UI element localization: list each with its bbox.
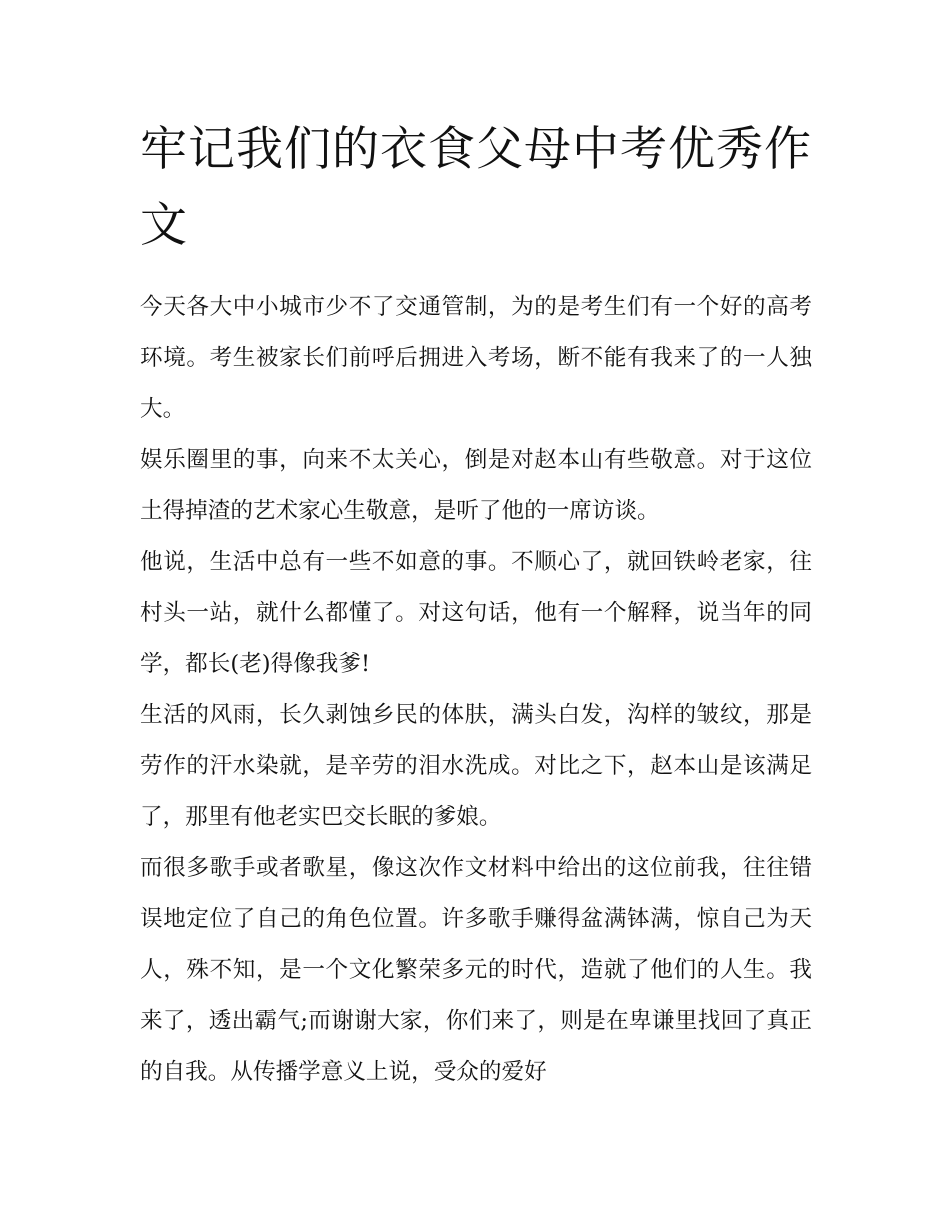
document-page bbox=[140, 112, 812, 1098]
document-title: 牢记我们的衣食父母中考优秀作文 bbox=[140, 122, 812, 253]
paragraph: 生活的风雨，长久剥蚀乡民的体肤，满头白发，沟样的皱纹，那是劳作的汗水染就，是辛劳的泪水洗成。对比之下，赵本山是该满足了，那里有他老实巴交长眠的爹娘。 bbox=[140, 702, 812, 830]
paragraph: 他说，生活中总有一些不如意的事。不顺心了，就回铁岭老家，往村头一站，就什么都懂了。对这句话，他有一个解释，说当年的同学，都长(老)得像我爹! bbox=[140, 549, 812, 677]
paragraph: 娱乐圈里的事，向来不太关心，倒是对赵本山有些敬意。对于这位土得掉渣的艺术家心生敬意，是听了他的一席访谈。 bbox=[140, 447, 812, 524]
document-body bbox=[140, 282, 812, 1098]
paragraph: 而很多歌手或者歌星，像这次作文材料中给出的这位前我，往往错误地定位了自己的角色位置。许多歌手赚得盆满钵满，惊自己为天人，殊不知，是一个文化繁荣多元的时代，造就了他们的人生。我来了，透出霸气;而谢谢大家，你们来了，则是在卑谦里找回了真正的自我。从传播学意义上说，受众的爱好 bbox=[140, 855, 812, 1085]
paragraph: 今天各大中小城市少不了交通管制，为的是考生们有一个好的高考环境。考生被家长们前呼后拥进入考场，断不能有我来了的一人独大。 bbox=[140, 294, 812, 422]
